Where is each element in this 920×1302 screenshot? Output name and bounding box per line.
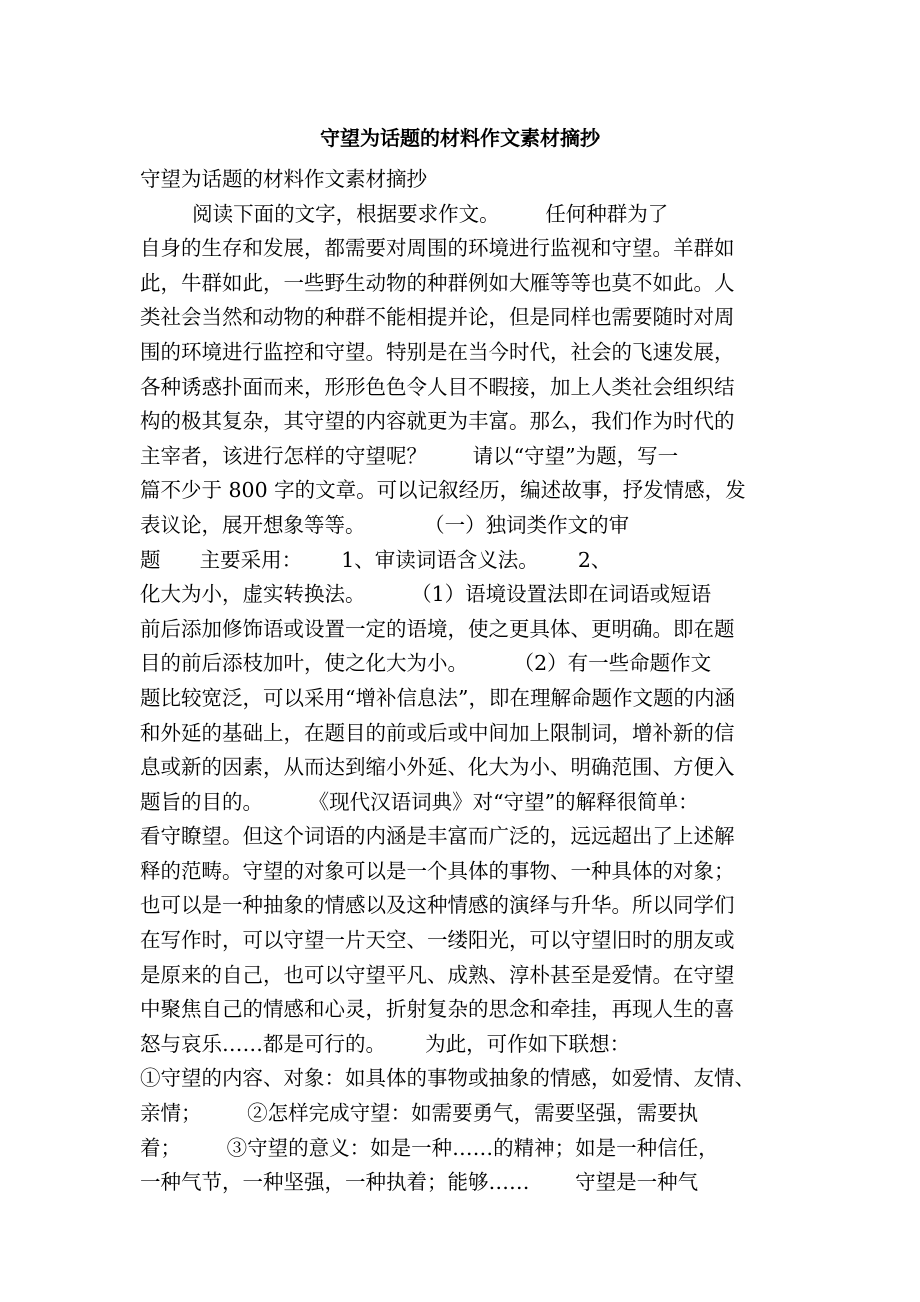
document-title: 守望为话题的材料作文素材摘抄 [320, 126, 600, 150]
text-line: 是原来的自己，也可以守望平凡、成熟、淳朴甚至是爱情。在守望 [140, 962, 735, 987]
text-line: 守望为话题的材料作文素材摘抄 [140, 167, 427, 191]
text-line: 释的范畴。守望的对象可以是一个具体的事物、一种具体的对象； [140, 858, 735, 883]
text-line: 围的环境进行监控和守望。特别是在当今时代，社会的飞速发展， [140, 339, 735, 364]
document-body [140, 162, 780, 1200]
text-line: 化大为小，虚实转换法。 （1）语境设置法即在词语或短语 [140, 582, 712, 607]
text-line: 怒与哀乐……都是可行的。 为此，可作如下联想： [140, 1031, 631, 1056]
text-line: 前后添加修饰语或设置一定的语境，使之更具体、更明确。即在题 [140, 616, 735, 641]
text-line: 各种诱惑扑面而来，形形色色令人目不暇接，加上人类社会组织结 [140, 374, 735, 399]
text-line: 主宰者，该进行怎样的守望呢？ 请以“守望”为题，写一 [140, 443, 679, 468]
text-line: 题 主要采用： 1、审读词语含义法。 2、 [140, 547, 612, 572]
text-line: 表议论，展开想象等等。 （一）独词类作文的审 [140, 512, 630, 537]
text-line: 构的极其复杂，其守望的内容就更为丰富。那么，我们作为时代的 [140, 409, 735, 434]
text-line: 题比较宽泛，可以采用“增补信息法”，即在理解命题作文题的内涵 [140, 685, 735, 710]
text-line: 自身的生存和发展，都需要对周围的环境进行监视和守望。羊群如 [140, 236, 735, 261]
text-line: 此，牛群如此，一些野生动物的种群例如大雁等等也莫不如此。人 [140, 270, 735, 295]
text-line: 篇不少于 800 字的文章。可以记叙经历，编述故事，抒发情感，发 [140, 478, 746, 503]
text-line: 在写作时，可以守望一片天空、一缕阳光，可以守望旧时的朋友或 [140, 928, 735, 953]
text-line: 息或新的因素，从而达到缩小外延、化大为小、明确范围、方便入 [140, 755, 735, 780]
text-line: 看守瞭望。但这个词语的内涵是丰富而广泛的，远远超出了上述解 [140, 824, 735, 849]
text-line: 类社会当然和动物的种群不能相提并论，但是同样也需要随时对周 [140, 305, 735, 330]
text-line: 题旨的目的。 《现代汉语词典》对“守望”的解释很简单： [140, 789, 699, 814]
text-line: 中聚焦自己的情感和心灵，折射复杂的思念和牵挂，再现人生的喜 [140, 997, 735, 1022]
text-line: 着； ③守望的意义：如是一种……的精神；如是一种信任， [140, 1135, 719, 1160]
text-line: 亲情； ②怎样完成守望：如需要勇气，需要坚强，需要执 [140, 1101, 699, 1126]
text-line: 也可以是一种抽象的情感以及这种情感的演绎与升华。所以同学们 [140, 893, 735, 918]
text-line: 和外延的基础上，在题目的前或后或中间加上限制词，增补新的信 [140, 720, 735, 745]
text-line: 阅读下面的文字，根据要求作文。 任何种群为了 [140, 201, 669, 226]
text-line: 目的前后添枝加叶，使之化大为小。 （2）有一些命题作文 [140, 651, 712, 676]
text-line: ①守望的内容、对象：如具体的事物或抽象的情感，如爱情、友情、 [140, 1066, 755, 1091]
text-line: 一种气节，一种坚强，一种执着；能够…… 守望是一种气 [140, 1170, 699, 1195]
